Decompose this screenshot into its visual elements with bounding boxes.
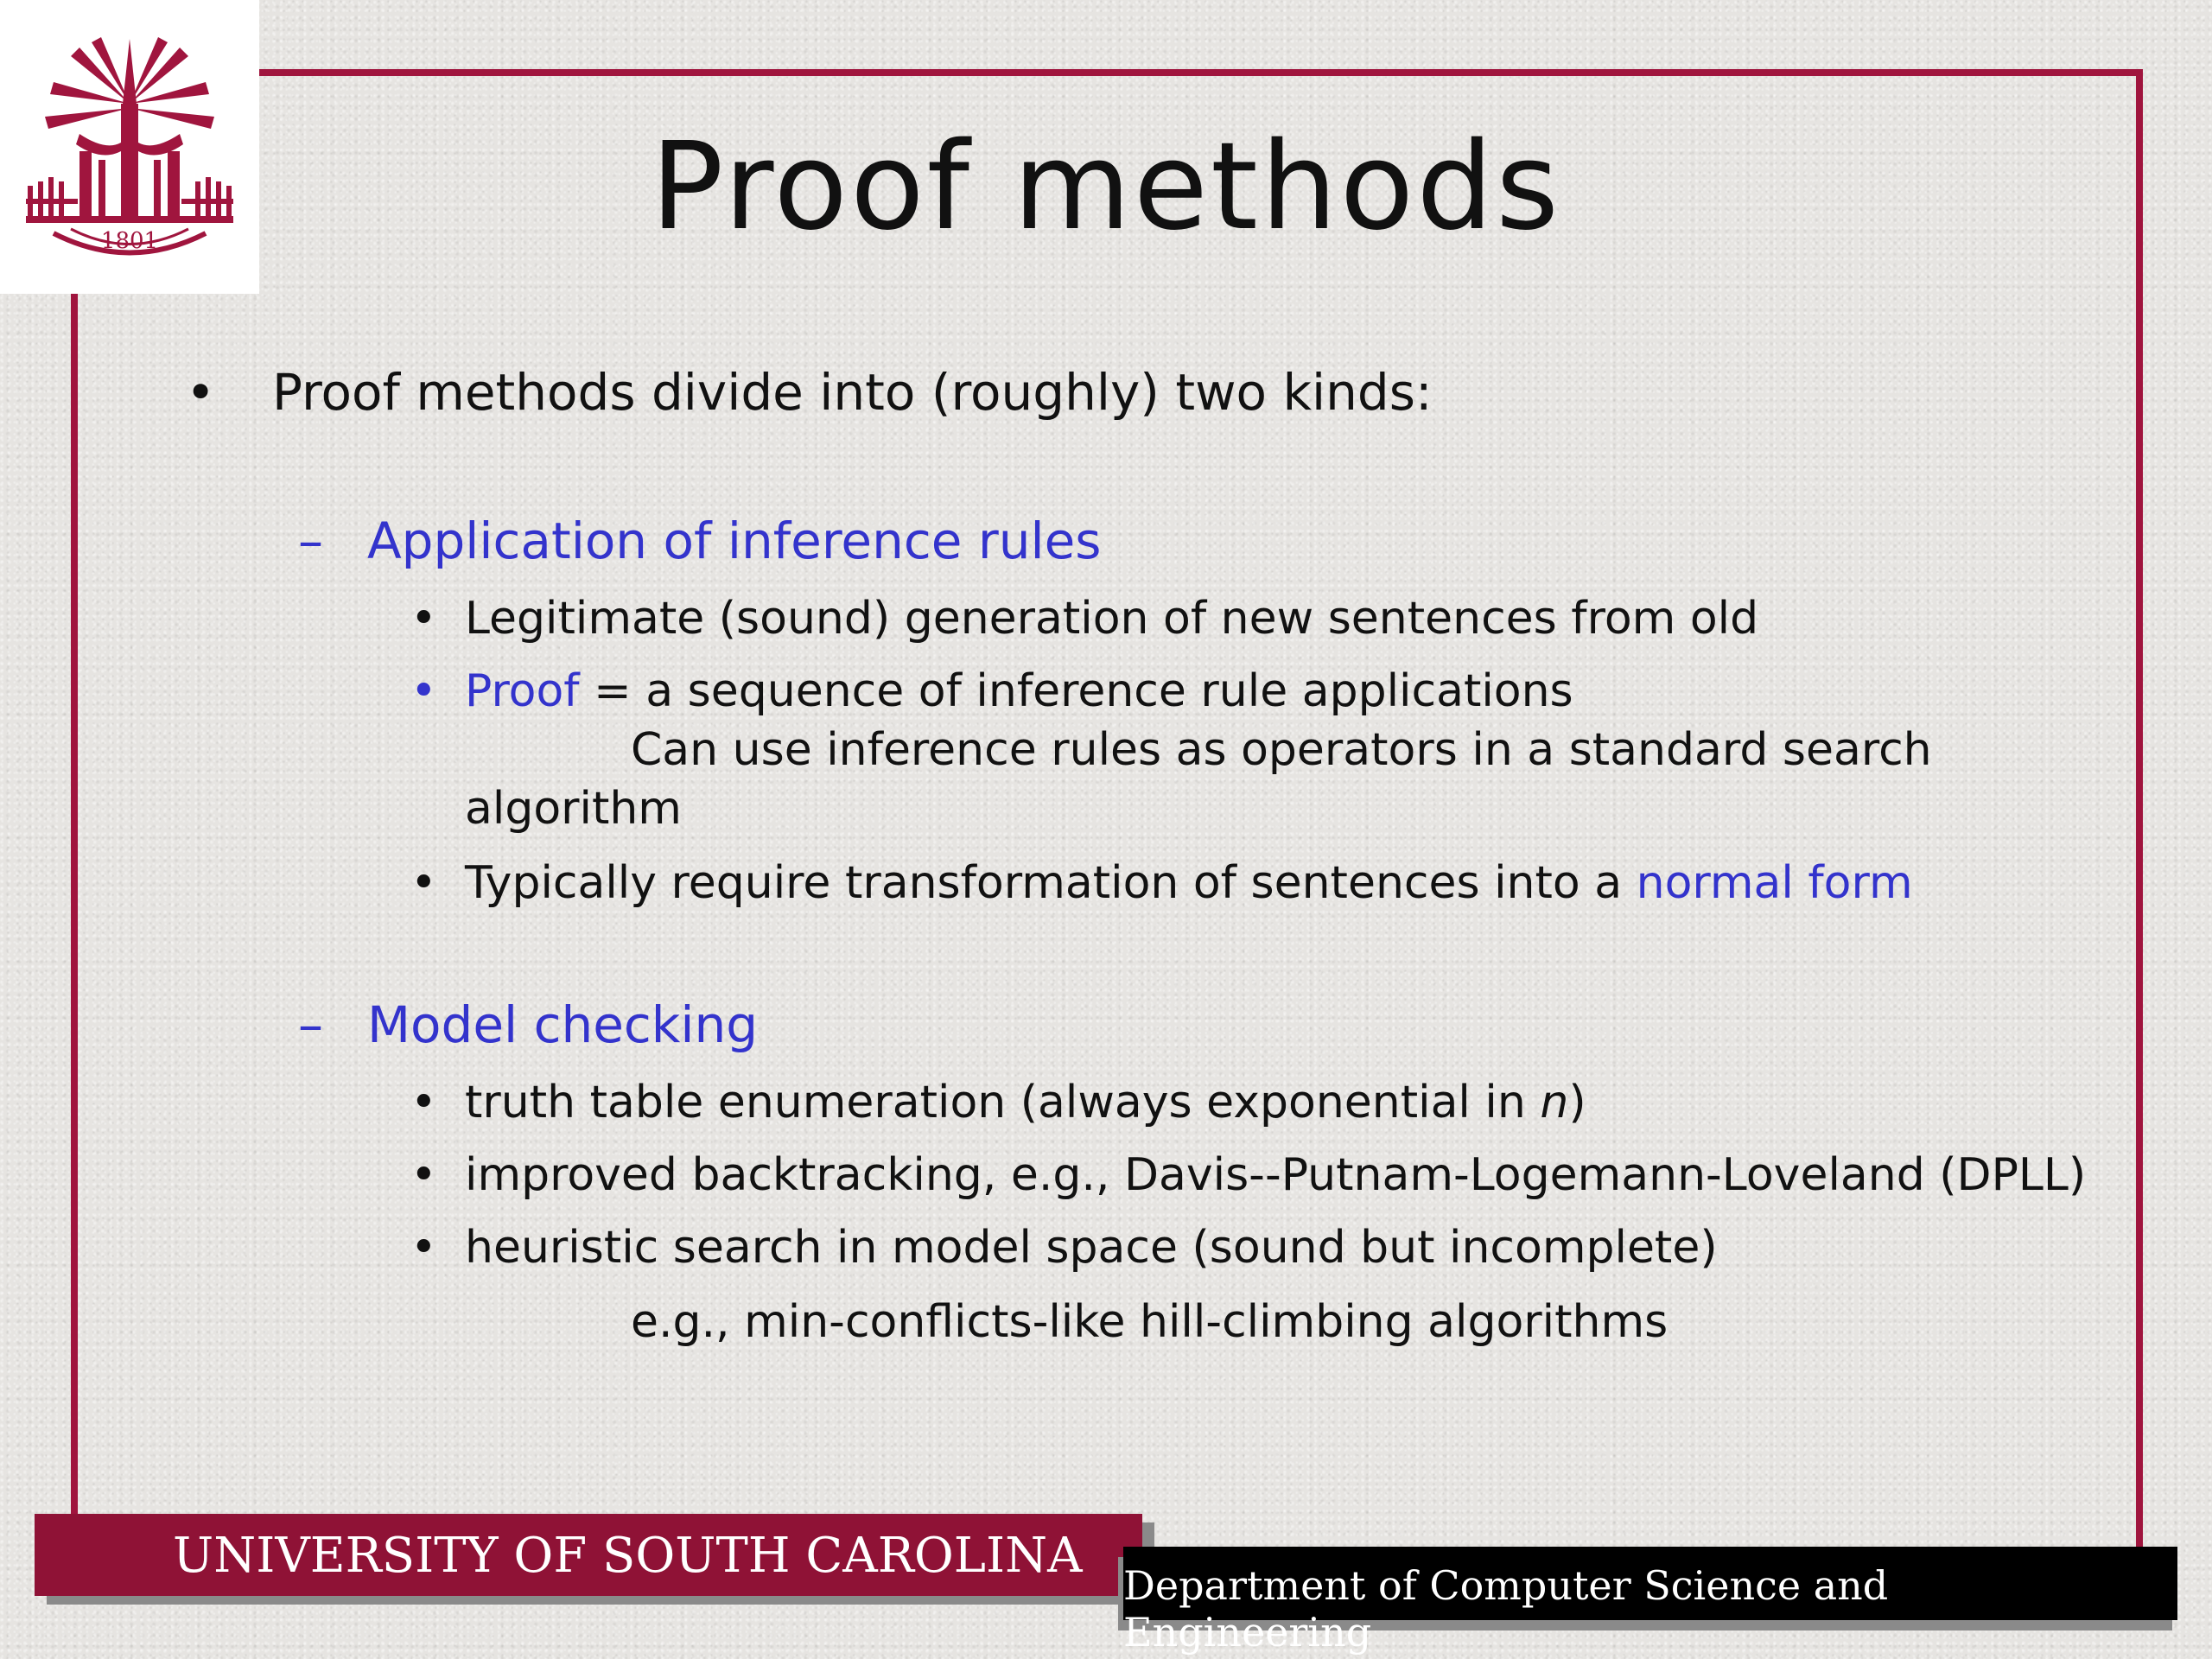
- s1-item2-bullet-icon: •: [410, 665, 437, 717]
- logo-year: 1801: [100, 228, 159, 254]
- proof-term: Proof: [465, 665, 580, 717]
- slide-title: Proof methods: [650, 117, 1562, 257]
- s1-item3-text: [465, 857, 1913, 909]
- s1-item1-text: Legitimate (sound) generation of new sentences from old: [465, 593, 1759, 645]
- s2-item3-continuation: e.g., min-conflicts-like hill-climbing algorithms: [631, 1296, 1669, 1348]
- s1-item3-bullet-icon: •: [410, 857, 437, 909]
- s2-item1-bullet-icon: •: [410, 1077, 437, 1128]
- s2-item1-post: ): [1568, 1077, 1586, 1128]
- university-name: UNIVERSITY OF SOUTH CAROLINA: [173, 1528, 1083, 1584]
- s2-item2-bullet-icon: •: [410, 1149, 437, 1201]
- footer-department-banner: [1123, 1547, 2177, 1656]
- s1-item2-continuation-2: algorithm: [465, 783, 682, 835]
- footer-university-banner: [35, 1514, 1142, 1596]
- normal-form-term: normal form: [1636, 857, 1913, 909]
- s2-item2-text: improved backtracking, e.g., Davis--Putnam-Logemann-Loveland (DPLL): [465, 1149, 2087, 1201]
- s1-item2-text: [465, 665, 1573, 717]
- s1-item2-continuation: Can use inference rules as operators in a standard search: [631, 724, 1932, 776]
- department-name: Department of Computer Science and Engineering: [1123, 1562, 1889, 1656]
- s2-item1-text: [465, 1077, 1586, 1128]
- section2-heading: Model checking: [367, 995, 759, 1054]
- section1-heading: Application of inference rules: [367, 512, 1102, 570]
- s1-item1-bullet-icon: •: [410, 593, 437, 645]
- main-bullet-icon: •: [186, 363, 216, 422]
- main-bullet-text: Proof methods divide into (roughly) two kinds:: [272, 363, 1433, 422]
- s2-item1-var: n: [1540, 1077, 1569, 1128]
- s1-item3-pre: Typically require transformation of sentences into a: [465, 857, 1637, 909]
- s2-item3-text: heuristic search in model space (sound but incomplete): [465, 1222, 1718, 1274]
- section2-dash-icon: –: [298, 995, 323, 1054]
- proof-definition: = a sequence of inference rule applications: [579, 665, 1573, 717]
- s2-item1-pre: truth table enumeration (always exponential in: [465, 1077, 1541, 1128]
- section1-dash-icon: –: [298, 512, 323, 570]
- s2-item3-bullet-icon: •: [410, 1222, 437, 1274]
